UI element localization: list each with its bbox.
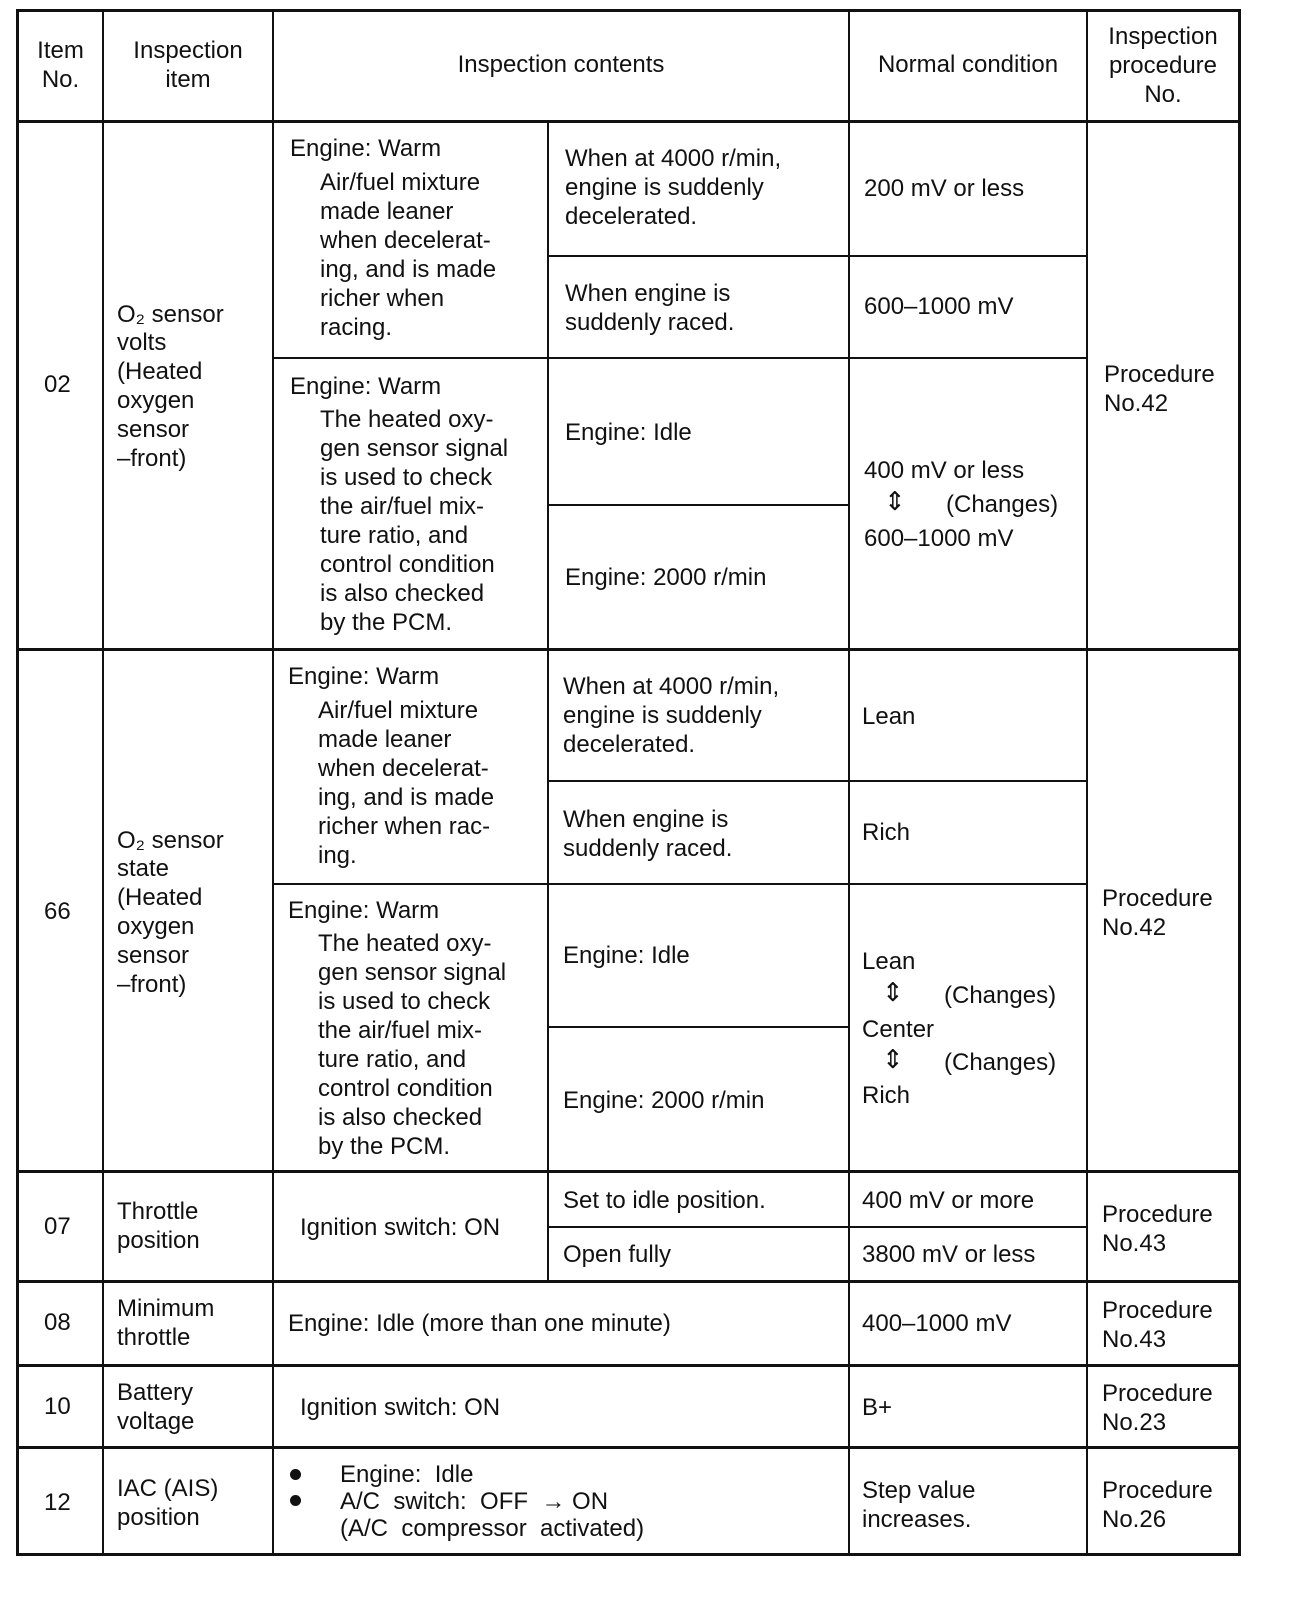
- condition-body: The heated oxy- gen sensor signal is used to check the air/fuel mix- ture ratio, and control condition is also checked by the PCM.: [320, 406, 509, 636]
- sub-condition: Engine: 2000 r/min: [563, 1087, 765, 1114]
- table-border-right: [1238, 9, 1241, 1556]
- sub-condition: Open fully: [563, 1241, 672, 1268]
- inspection-item: Battery voltage: [117, 1379, 195, 1435]
- procedure-no: Procedure No.43: [1102, 1297, 1213, 1353]
- condition-bullet: A/C switch: OFF → ON: [340, 1488, 609, 1515]
- normal-condition: 3800 mV or less: [862, 1241, 1036, 1268]
- sub-condition: When at 4000 r/min, engine is suddenly decelerated.: [565, 145, 782, 230]
- row-66-subdivider: [272, 883, 1088, 885]
- row-divider: [16, 648, 1241, 651]
- normal-condition-changes: (Changes): [944, 1049, 1057, 1076]
- header-inspection-item: Inspection item: [133, 37, 243, 93]
- row-divider: [16, 120, 1241, 123]
- row-07-subdivider: [547, 1226, 1088, 1228]
- up-down-arrow-icon: ⇕: [882, 977, 904, 1007]
- normal-condition: Lean: [862, 948, 916, 975]
- normal-condition: Center: [862, 1016, 935, 1043]
- row-divider: [16, 1446, 1241, 1449]
- condition-body: Air/fuel mixture made leaner when decelerat- ing, and is made richer when rac- ing.: [318, 697, 495, 869]
- header-item-no: Item No.: [37, 37, 84, 93]
- sub-condition: When engine is suddenly raced.: [563, 806, 733, 862]
- sub-condition: Set to idle position.: [563, 1187, 766, 1214]
- row-02-subdivider: [547, 504, 850, 506]
- inspection-item-line1: O₂ sensor: [117, 827, 224, 854]
- up-down-arrow-icon: ⇕: [882, 1044, 904, 1074]
- sub-condition: Engine: 2000 r/min: [565, 564, 767, 591]
- sub-condition: When engine is suddenly raced.: [565, 280, 735, 336]
- condition-bullet: Engine: Idle: [340, 1461, 474, 1488]
- column-divider: [102, 9, 104, 1556]
- normal-condition: 400 mV or more: [862, 1187, 1035, 1214]
- row-divider: [16, 1170, 1241, 1173]
- normal-condition: 400–1000 mV: [862, 1310, 1012, 1337]
- table-border-top: [16, 9, 1241, 12]
- procedure-no: Procedure No.23: [1102, 1380, 1213, 1436]
- normal-condition-changes: (Changes): [944, 982, 1057, 1009]
- condition-title: Engine: Warm: [288, 897, 440, 924]
- normal-condition: 400 mV or less: [864, 457, 1025, 484]
- header-normal-condition: Normal condition: [877, 51, 1059, 78]
- inspection-item: Minimum throttle: [117, 1295, 215, 1351]
- normal-condition-changes: (Changes): [946, 491, 1059, 518]
- column-divider: [272, 9, 274, 1556]
- condition: Ignition switch: ON: [300, 1214, 501, 1241]
- inspection-item: state (Heated oxygen sensor –front): [117, 855, 203, 998]
- normal-condition: 600–1000 mV: [864, 293, 1014, 320]
- procedure-no: Procedure No.26: [1102, 1477, 1213, 1533]
- column-divider: [1086, 9, 1088, 1556]
- up-down-arrow-icon: ⇕: [884, 486, 906, 516]
- item-no: 08: [44, 1309, 71, 1336]
- condition-body: The heated oxy- gen sensor signal is used to check the air/fuel mix- ture ratio, and control condition is also checked by the PCM.: [318, 930, 507, 1160]
- condition: Engine: Idle (more than one minute): [288, 1310, 671, 1337]
- column-divider: [848, 9, 850, 1556]
- condition-body: Air/fuel mixture made leaner when decelerat- ing, and is made richer when racing.: [320, 169, 497, 341]
- sub-condition: When at 4000 r/min, engine is suddenly decelerated.: [563, 673, 780, 758]
- sub-condition: Engine: Idle: [565, 419, 692, 446]
- inspection-item: IAC (AIS) position: [117, 1475, 219, 1531]
- condition-title: Engine: Warm: [288, 663, 440, 690]
- row-divider: [16, 1364, 1241, 1367]
- condition-title: Engine: Warm: [290, 135, 442, 162]
- normal-condition: B+: [862, 1394, 893, 1421]
- inspection-item: volts (Heated oxygen sensor –front): [117, 329, 203, 472]
- inspection-item-line1: O₂ sensor: [117, 301, 224, 328]
- item-no: 10: [44, 1393, 71, 1420]
- row-02-subdivider: [272, 357, 1088, 359]
- bullet-icon: [290, 1469, 301, 1480]
- sub-column-divider: [547, 121, 549, 1282]
- bullet-icon: [290, 1495, 301, 1506]
- row-divider: [16, 1280, 1241, 1283]
- procedure-no: Procedure No.43: [1102, 1201, 1213, 1257]
- row-02-subdivider: [547, 255, 1088, 257]
- row-66-subdivider: [547, 1026, 850, 1028]
- normal-condition: Lean: [862, 703, 916, 730]
- header-procedure-no: Inspection procedure No.: [1108, 23, 1218, 108]
- item-no: 07: [44, 1213, 71, 1240]
- condition-bullet-note: (A/C compressor activated): [340, 1515, 645, 1542]
- condition: Ignition switch: ON: [300, 1394, 501, 1421]
- normal-condition: 600–1000 mV: [864, 525, 1014, 552]
- normal-condition: Rich: [862, 819, 911, 846]
- table-border-bottom: [16, 1553, 1241, 1556]
- normal-condition: Rich: [862, 1082, 911, 1109]
- row-66-subdivider: [547, 780, 1088, 782]
- item-no: 66: [44, 898, 71, 925]
- procedure-no: Procedure No.42: [1102, 885, 1213, 941]
- sub-condition: Engine: Idle: [563, 942, 690, 969]
- condition-title: Engine: Warm: [290, 373, 442, 400]
- procedure-no: Procedure No.42: [1104, 361, 1215, 417]
- normal-condition: Step value increases.: [862, 1477, 976, 1533]
- normal-condition: 200 mV or less: [864, 175, 1025, 202]
- header-inspection-contents: Inspection contents: [457, 51, 665, 78]
- table-border-left: [16, 9, 19, 1556]
- item-no: 12: [44, 1489, 71, 1516]
- item-no: 02: [44, 371, 71, 398]
- inspection-item: Throttle position: [117, 1198, 200, 1254]
